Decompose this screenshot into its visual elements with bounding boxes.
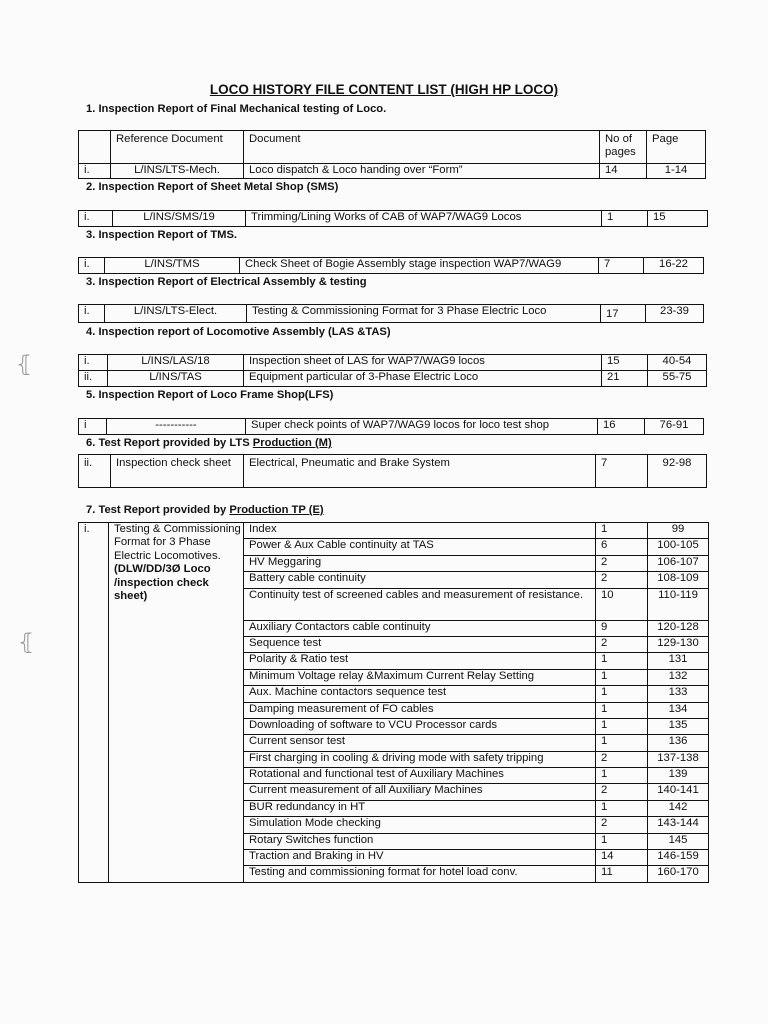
scan-mark: ⦃	[16, 352, 33, 377]
document-cell: BUR redundancy in HT	[244, 800, 596, 816]
table-row	[79, 371, 707, 387]
section-2-table	[78, 210, 708, 227]
document-cell: Sequence test	[244, 636, 596, 652]
document-cell: Rotary Switches function	[244, 833, 596, 849]
pages-cell: 2	[596, 751, 648, 767]
heading-text: 6. Test Report provided by LTS	[86, 437, 253, 449]
page-cell: 146-159	[648, 850, 709, 866]
heading-text: 7. Test Report provided by	[86, 504, 230, 516]
page-cell: 110-119	[648, 588, 709, 620]
table-row	[79, 355, 707, 371]
heading-underlined-text: Production (M)	[252, 437, 332, 449]
page-cell: 120-128	[648, 620, 709, 636]
row-index: i.	[79, 523, 109, 866]
row-index: i.	[79, 211, 113, 227]
document-cell: Testing & Commissioning Format for 3 Phase Electric Loco	[247, 305, 601, 323]
empty-cell	[109, 866, 244, 882]
section-1-table	[78, 130, 706, 179]
pages-cell: 7	[596, 455, 648, 488]
pages-cell: 1	[596, 523, 648, 539]
pages-cell: 2	[596, 555, 648, 571]
page-cell: 133	[648, 686, 709, 702]
pages-cell: 2	[596, 784, 648, 800]
page-cell: 140-141	[648, 784, 709, 800]
document-cell: Auxiliary Contactors cable continuity	[244, 620, 596, 636]
page-cell: 106-107	[648, 555, 709, 571]
pages-cell: 9	[596, 620, 648, 636]
pages-cell: 1	[596, 653, 648, 669]
document-cell: Index	[244, 523, 596, 539]
pages-cell: 10	[596, 588, 648, 620]
document-cell: Equipment particular of 3-Phase Electric Loco	[244, 371, 602, 387]
document-cell: Damping measurement of FO cables	[244, 702, 596, 718]
section-2-heading: 2. Inspection Report of Sheet Metal Shop (SMS)	[86, 181, 339, 193]
page-cell: 132	[648, 669, 709, 685]
pages-cell: 1	[596, 735, 648, 751]
pages-cell: 17	[601, 305, 646, 323]
document-cell: Aux. Machine contactors sequence test	[244, 686, 596, 702]
row-index: i	[79, 419, 107, 435]
pages-cell: 1	[596, 718, 648, 734]
pages-cell: 2	[596, 636, 648, 652]
table-row	[79, 866, 709, 882]
page-cell: 108-109	[648, 572, 709, 588]
document-cell: Current sensor test	[244, 735, 596, 751]
page-cell: 139	[648, 768, 709, 784]
pages-cell: 14	[596, 850, 648, 866]
page-cell: 99	[648, 523, 709, 539]
row-index: i.	[79, 164, 111, 179]
page-cell: 23-39	[646, 305, 704, 323]
section-3-heading: 3. Inspection Report of TMS.	[86, 229, 238, 241]
document-cell: Polarity & Ratio test	[244, 653, 596, 669]
table-row	[79, 211, 708, 227]
page-cell: 16-22	[644, 258, 704, 274]
page-cell: 15	[648, 211, 708, 227]
section-5-heading: 5. Inspection Report of Loco Frame Shop(LFS)	[86, 389, 334, 401]
document-cell: Super check points of WAP7/WAG9 locos for loco test shop	[246, 419, 598, 435]
reference-text: Testing & Commissioning Format for 3 Phase Electric Locomotives.	[114, 523, 241, 562]
pages-cell: 1	[596, 702, 648, 718]
section-4-heading: 4. Inspection report of Locomotive Assembly (LAS &TAS)	[86, 326, 391, 338]
pages-cell: 16	[598, 419, 645, 435]
pages-cell: 1	[602, 211, 648, 227]
document-cell: Check Sheet of Bogie Assembly stage inspection WAP7/WAG9	[240, 258, 599, 274]
page-cell: 136	[648, 735, 709, 751]
section-3-table	[78, 257, 704, 274]
reference-document-header: Reference Document	[111, 131, 244, 164]
page-cell: 142	[648, 800, 709, 816]
table-row	[79, 523, 709, 539]
pages-cell: 2	[596, 817, 648, 833]
reference-cell: -----------	[107, 419, 246, 435]
document-cell: Battery cable continuity	[244, 572, 596, 588]
section-6-heading	[86, 437, 332, 450]
page-cell: 1-14	[647, 164, 706, 179]
section-4-table	[78, 354, 707, 387]
pages-cell: 21	[602, 371, 648, 387]
row-index: i.	[79, 258, 105, 274]
table-row	[79, 164, 706, 179]
table-header-row	[79, 131, 706, 164]
document-cell: First charging in cooling & driving mode with safety tripping	[244, 751, 596, 767]
page-cell: 160-170	[648, 866, 709, 882]
document-cell: Rotational and functional test of Auxiliary Machines	[244, 768, 596, 784]
section-electrical-heading: 3. Inspection Report of Electrical Assembly & testing	[86, 276, 367, 288]
reference-cell: L/INS/TAS	[108, 371, 244, 387]
page-cell: 137-138	[648, 751, 709, 767]
page-cell: 134	[648, 702, 709, 718]
document-title: LOCO HISTORY FILE CONTENT LIST (HIGH HP LOCO)	[209, 82, 559, 97]
page-cell: 135	[648, 718, 709, 734]
no-of-pages-header: No of pages	[600, 131, 647, 164]
document-cell: Electrical, Pneumatic and Brake System	[244, 455, 596, 488]
page-cell: 129-130	[648, 636, 709, 652]
pages-cell: 11	[596, 866, 648, 882]
page-cell: 100-105	[648, 539, 709, 555]
document-cell: Downloading of software to VCU Processor cards	[244, 718, 596, 734]
page-header: Page	[647, 131, 706, 164]
document-cell: Minimum Voltage relay &Maximum Current Relay Setting	[244, 669, 596, 685]
empty-cell	[79, 866, 109, 882]
section-7-table	[78, 522, 709, 883]
pages-cell: 1	[596, 833, 648, 849]
reference-cell: L/INS/LAS/18	[108, 355, 244, 371]
reference-bold-text: (DLW/DD/3Ø Loco /inspection check sheet)	[114, 563, 211, 603]
reference-cell: L/INS/SMS/19	[113, 211, 246, 227]
pages-cell: 1	[596, 669, 648, 685]
row-index: ii.	[79, 455, 111, 488]
document-cell: HV Meggaring	[244, 555, 596, 571]
page-cell: 76-91	[645, 419, 704, 435]
row-index: i.	[79, 305, 105, 323]
document-cell: Loco dispatch & Loco handing over “Form”	[244, 164, 600, 179]
scan-mark: ⦃	[18, 630, 35, 655]
document-cell: Current measurement of all Auxiliary Machines	[244, 784, 596, 800]
section-1-heading: 1. Inspection Report of Final Mechanical testing of Loco.	[86, 103, 387, 115]
heading-underlined-text: Production TP (E)	[229, 504, 324, 516]
pages-cell: 7	[599, 258, 644, 274]
reference-cell: L/INS/TMS	[105, 258, 240, 274]
document-cell: Continuity test of screened cables and measurement of resistance.	[244, 588, 596, 620]
page-cell: 143-144	[648, 817, 709, 833]
document-cell: Simulation Mode checking	[244, 817, 596, 833]
row-index: i.	[79, 355, 108, 371]
page-cell: 55-75	[648, 371, 707, 387]
row-index: ii.	[79, 371, 108, 387]
table-row	[79, 455, 707, 488]
pages-cell: 15	[602, 355, 648, 371]
section-electrical-table	[78, 304, 704, 323]
pages-cell: 6	[596, 539, 648, 555]
page-cell: 131	[648, 653, 709, 669]
reference-cell	[109, 523, 244, 866]
section-6-table	[78, 454, 707, 488]
document-cell: Power & Aux Cable continuity at TAS	[244, 539, 596, 555]
page-cell: 92-98	[648, 455, 707, 488]
section-7-heading	[86, 504, 324, 517]
reference-cell: L/INS/LTS-Elect.	[105, 305, 247, 323]
table-row	[79, 305, 704, 323]
pages-cell: 2	[596, 572, 648, 588]
pages-cell: 14	[600, 164, 647, 179]
document-cell: Inspection sheet of LAS for WAP7/WAG9 locos	[244, 355, 602, 371]
pages-cell: 1	[596, 686, 648, 702]
document-cell: Testing and commissioning format for hotel load conv.	[244, 866, 596, 882]
document-header: Document	[244, 131, 600, 164]
reference-cell: L/INS/LTS-Mech.	[111, 164, 244, 179]
index-header-cell	[79, 131, 111, 164]
reference-cell: Inspection check sheet	[111, 455, 244, 488]
document-cell: Traction and Braking in HV	[244, 850, 596, 866]
table-row	[79, 258, 704, 274]
pages-cell: 1	[596, 800, 648, 816]
document-cell: Trimming/Lining Works of CAB of WAP7/WAG9 Locos	[246, 211, 602, 227]
section-5-table	[78, 418, 704, 435]
page-cell: 145	[648, 833, 709, 849]
page-cell: 40-54	[648, 355, 707, 371]
table-row	[79, 419, 704, 435]
pages-cell: 1	[596, 768, 648, 784]
